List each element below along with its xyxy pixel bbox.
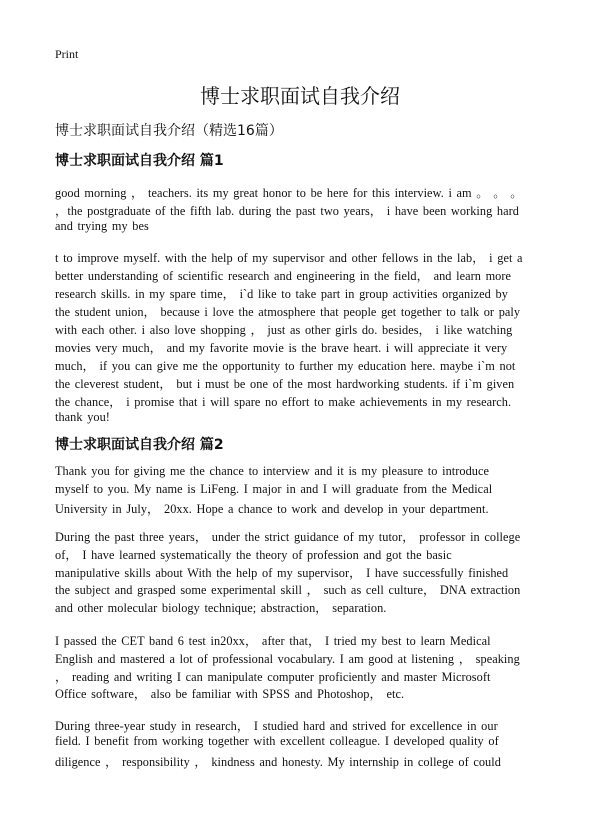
paragraph-line: During the past three years， under the strict guidance of my tutor， professor in college — [55, 530, 521, 544]
paragraph-line: ，the postgraduate of the fifth lab. during the past two years， i have been working hard — [55, 204, 519, 218]
paragraph-line: better understanding of scientific research and engineering in the field， and learn more — [55, 269, 512, 283]
paragraph-line: manipulative skills about With the help of my supervisor， I have successfully finished — [55, 566, 509, 580]
paragraph-line: Thank you for giving me the chance to interview and it is my pleasure to introduce — [55, 464, 489, 478]
paragraph-line: t to improve myself. with the help of my supervisor and other fellows in the lab， i get a — [55, 251, 523, 265]
paragraph-line: myself to you. My name is LiFeng. I major in and I will graduate from the Medical — [55, 482, 493, 496]
paragraph-line: the student union， because i love the atmosphere that people get together to talk or paly — [55, 305, 521, 319]
print-label: Print — [55, 47, 79, 61]
document-subtitle: 博士求职面试自我介绍（精选16篇） — [55, 123, 283, 139]
paragraph-line: During three-year study in research， I studied hard and strived for excellence in our — [55, 719, 498, 733]
paragraph-line: movies very much， and my favorite movie is the brave heart. i will appreciate it very — [55, 341, 508, 355]
paragraph-line: of， I have learned systematically the theory of profession and got the basic — [55, 548, 452, 562]
paragraph-line: the chance， i promise that i will spare no effort to make achievements in my research. — [55, 395, 512, 409]
paragraph-line: Office software， also be familiar with SPSS and Photoshop， etc. — [55, 687, 405, 701]
paragraph-line: with each other. i also love shopping ， just as other girls do. besides， i like watching — [55, 323, 513, 337]
paragraph-line: diligence ， responsibility ， kindness and honesty. My internship in college of could — [55, 755, 501, 769]
paragraph-line: University in July， 20xx. Hope a chance to work and develop in your department. — [55, 502, 489, 516]
paragraph-line: good morning ， teachers. its my great honor to be here for this interview. i am 。 。 。 — [55, 186, 523, 200]
paragraph-line: and trying my bes — [55, 219, 149, 233]
paragraph-line: field. I benefit from working together with excellent colleague. I developed quality of — [55, 734, 499, 748]
paragraph-line: English and mastered a lot of professional vocabulary. I am good at listening ， speaking — [55, 652, 520, 666]
paragraph-line: the cleverest student， but i must be one of the most hardworking students. if i`m given — [55, 377, 515, 391]
paragraph-line: much， if you can give me the opportunity to further my education here. maybe i`m not — [55, 359, 516, 373]
paragraph-line: thank you! — [55, 410, 110, 424]
document-title: 博士求职面试自我介绍 — [200, 84, 400, 108]
section-heading: 博士求职面试自我介绍 篇2 — [55, 437, 224, 453]
paragraph-line: research skills. in my spare time， i`d like to take part in group activities organized by — [55, 287, 508, 301]
paragraph-line: I passed the CET band 6 test in20xx， after that， I tried my best to learn Medical — [55, 634, 491, 648]
paragraph-line: the subject and grasped some experimental skill ， such as cell culture， DNA extraction — [55, 583, 521, 597]
section-heading: 博士求职面试自我介绍 篇1 — [55, 153, 224, 169]
paragraph-line: and other molecular biology technique; abstraction， separation. — [55, 601, 387, 615]
paragraph-line: ， reading and writing I can manipulate computer proficiently and master Microsoft — [55, 670, 491, 684]
